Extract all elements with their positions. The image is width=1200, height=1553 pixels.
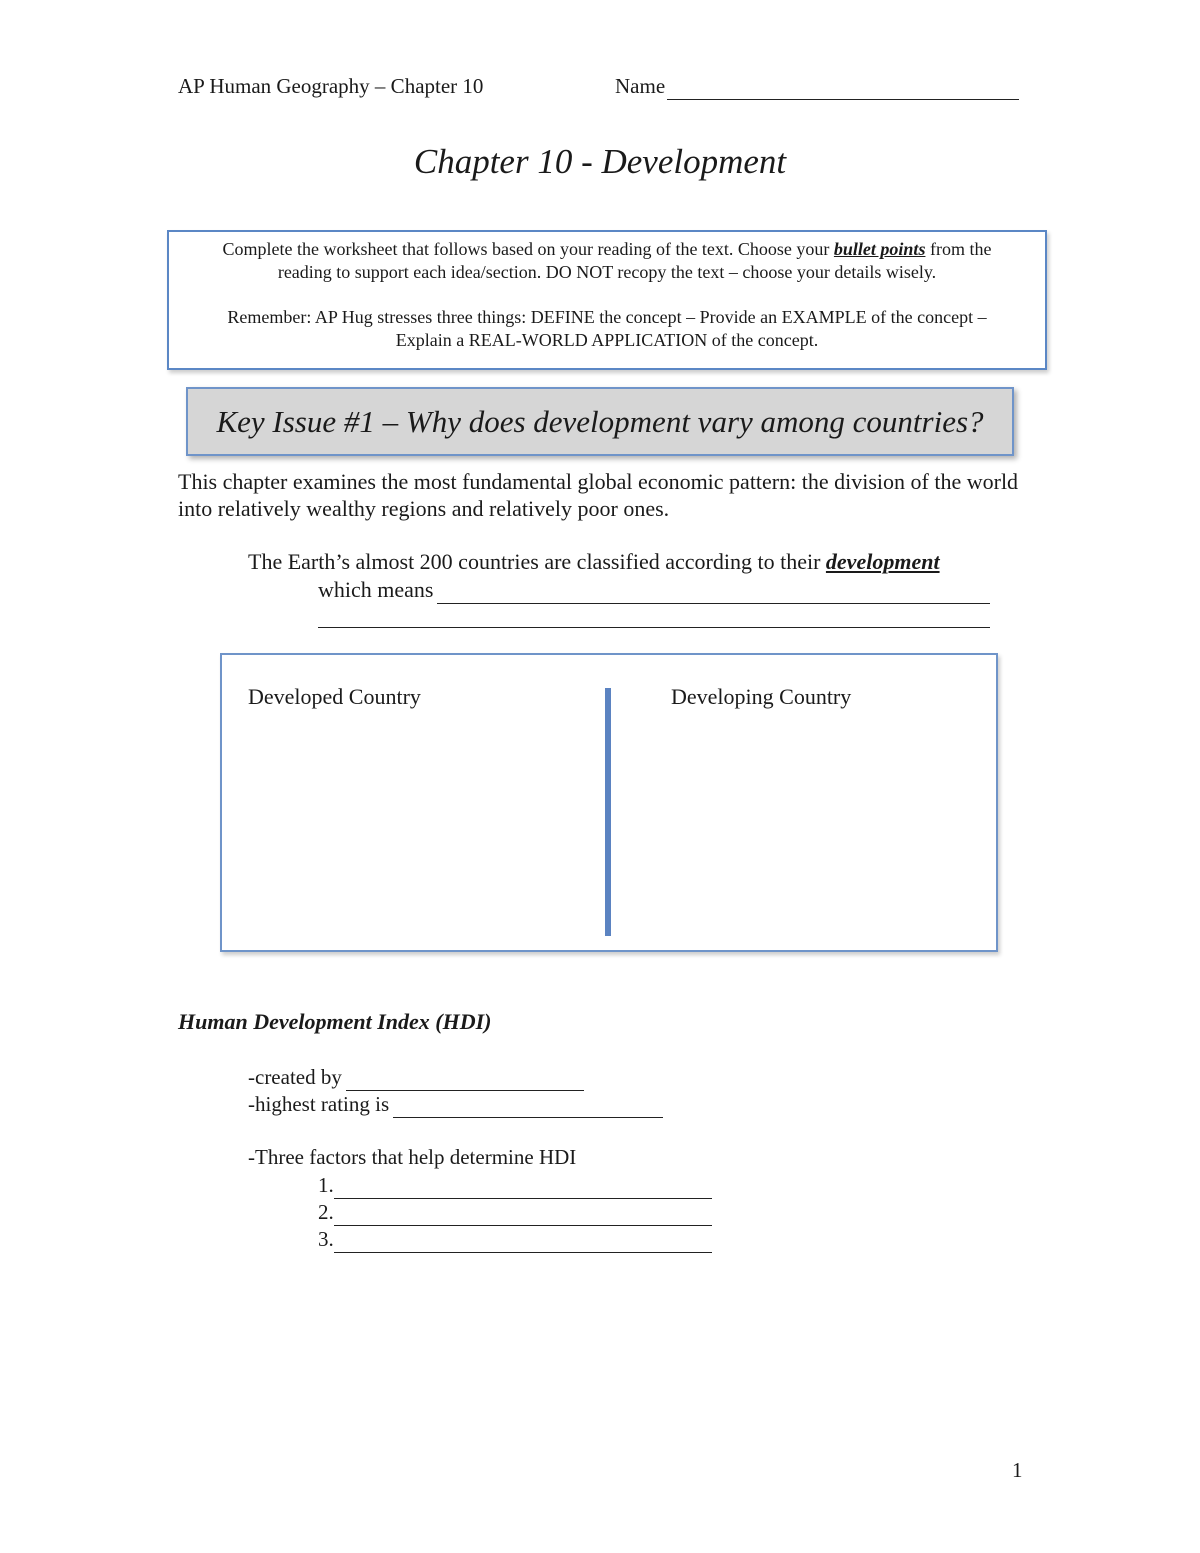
- created-by-blank[interactable]: [346, 1070, 584, 1091]
- created-by-row: [248, 1064, 584, 1091]
- factor-blank[interactable]: [334, 1205, 712, 1226]
- comparison-divider: [605, 688, 611, 936]
- factors-label: -Three factors that help determine HDI: [248, 1145, 577, 1169]
- development-term: development: [825, 549, 940, 574]
- factor-blank[interactable]: [334, 1178, 712, 1199]
- instructions-line-3: Remember: AP Hug stresses three things: DEFINE the concept – Provide an EXAMPLE of the concept –: [227, 307, 987, 327]
- which-means-blank-1[interactable]: [437, 581, 990, 604]
- instructions-line-4: Explain a REAL-WORLD APPLICATION of the concept.: [395, 330, 819, 350]
- instructions-line-2: reading to support each idea/section. DO NOT recopy the text – choose your details wisely.: [277, 262, 937, 282]
- factor-number: 1.: [318, 1173, 334, 1197]
- highest-rating-blank[interactable]: [393, 1097, 663, 1118]
- developed-country-answer-area[interactable]: [240, 720, 595, 940]
- hdi-title: Human Development Index (HDI): [178, 1009, 492, 1034]
- instructions-box: [167, 230, 1047, 370]
- factor-number: 3.: [318, 1227, 334, 1251]
- which-means-row: [318, 576, 990, 604]
- key-issue-text: Key Issue #1 – Why does development vary among countries?: [216, 403, 984, 439]
- page-number: 1: [1012, 1458, 1023, 1482]
- developing-country-answer-area[interactable]: [625, 720, 980, 940]
- name-label: Name: [615, 74, 666, 98]
- highest-rating-row: [248, 1091, 663, 1118]
- created-by-label: -created by: [248, 1065, 342, 1089]
- which-means-label: which means: [318, 577, 434, 602]
- course-header: AP Human Geography – Chapter 10: [178, 74, 484, 98]
- which-means-blank-2[interactable]: [318, 627, 990, 628]
- instructions-line-1: Complete the worksheet that follows based on your reading of the text. Choose your bullet points from the: [222, 239, 992, 259]
- factor-number: 2.: [318, 1200, 334, 1224]
- developing-country-label: Developing Country: [671, 684, 852, 709]
- intro-paragraph: This chapter examines the most fundamental global economic pattern: the division of the world into relatively wealthy regions and relatively poor ones.: [178, 469, 1019, 521]
- factor-blank[interactable]: [334, 1232, 712, 1253]
- developed-country-label: Developed Country: [248, 684, 421, 709]
- key-issue-banner: [186, 387, 1014, 456]
- highest-rating-label: -highest rating is: [248, 1092, 390, 1116]
- factor-row: [318, 1226, 712, 1253]
- bullet-points-emphasis: bullet points: [833, 239, 926, 259]
- factor-row: [318, 1172, 712, 1199]
- page-title: Chapter 10 - Development: [413, 142, 787, 181]
- development-sentence: The Earth’s almost 200 countries are classified according to their development: [248, 549, 940, 574]
- factor-row: [318, 1199, 712, 1226]
- name-field: [615, 72, 1019, 100]
- name-blank[interactable]: [667, 77, 1019, 100]
